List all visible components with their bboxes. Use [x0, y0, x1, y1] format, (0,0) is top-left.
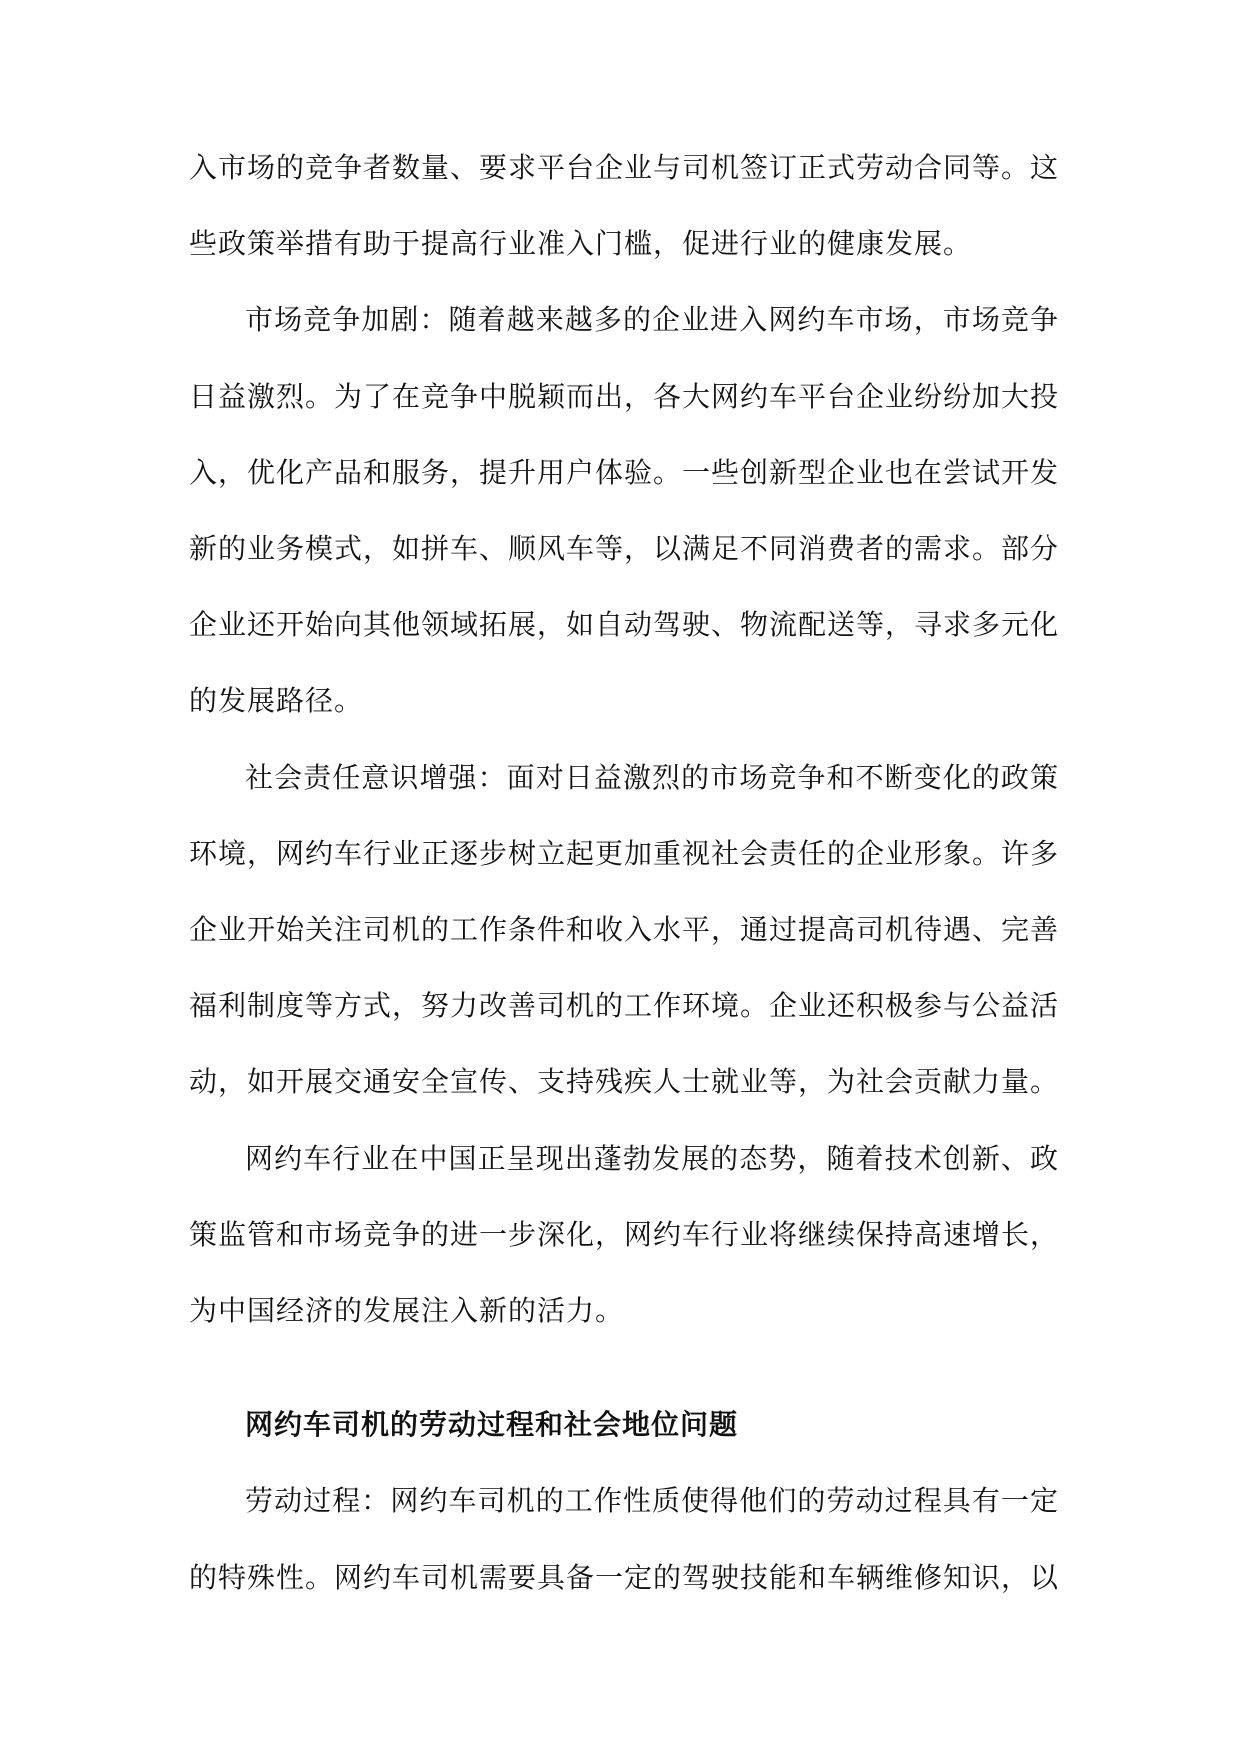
paragraph-social-responsibility: 社会责任意识增强：面对日益激烈的市场竞争和不断变化的政策环境，网约车行业正逐步树立起更加重视社会责任的企业形象。许多企业开始关注司机的工作条件和收入水平，通过提高司机待遇、完善福利制度等方式，努力改善司机的工作环境。企业还积极参与公益活动，如开展交通安全宣传、支持残疾人士就业等，为社会贡献力量。 — [189, 760, 1060, 1099]
section-heading: 网约车司机的劳动过程和社会地位问题 — [245, 1408, 739, 1442]
document-body — [189, 130, 1059, 1616]
paragraph-continuation: 入市场的竞争者数量、要求平台企业与司机签订正式劳动合同等。这些政策举措有助于提高行业准入门槛，促进行业的健康发展。 — [189, 151, 1060, 261]
paragraph-industry-outlook: 网约车行业在中国正呈现出蓬勃发展的态势，随着技术创新、政策监管和市场竞争的进一步深化，网约车行业将继续保持高速增长，为中国经济的发展注入新的活力。 — [189, 1141, 1060, 1328]
paragraph-labor-process: 劳动过程：网约车司机的工作性质使得他们的劳动过程具有一定的特殊性。网约车司机需要具备一定的驾驶技能和车辆维修知识，以 — [189, 1484, 1060, 1594]
paragraph-market-competition: 市场竞争加剧：随着越来越多的企业进入网约车市场，市场竞争日益激烈。为了在竞争中脱颖而出，各大网约车平台企业纷纷加大投入，优化产品和服务，提升用户体验。一些创新型企业也在尝试开发新的业务模式，如拼车、顺风车等，以满足不同消费者的需求。部分企业还开始向其他领域拓展，如自动驾驶、物流配送等，寻求多元化的发展路径。 — [189, 303, 1060, 718]
